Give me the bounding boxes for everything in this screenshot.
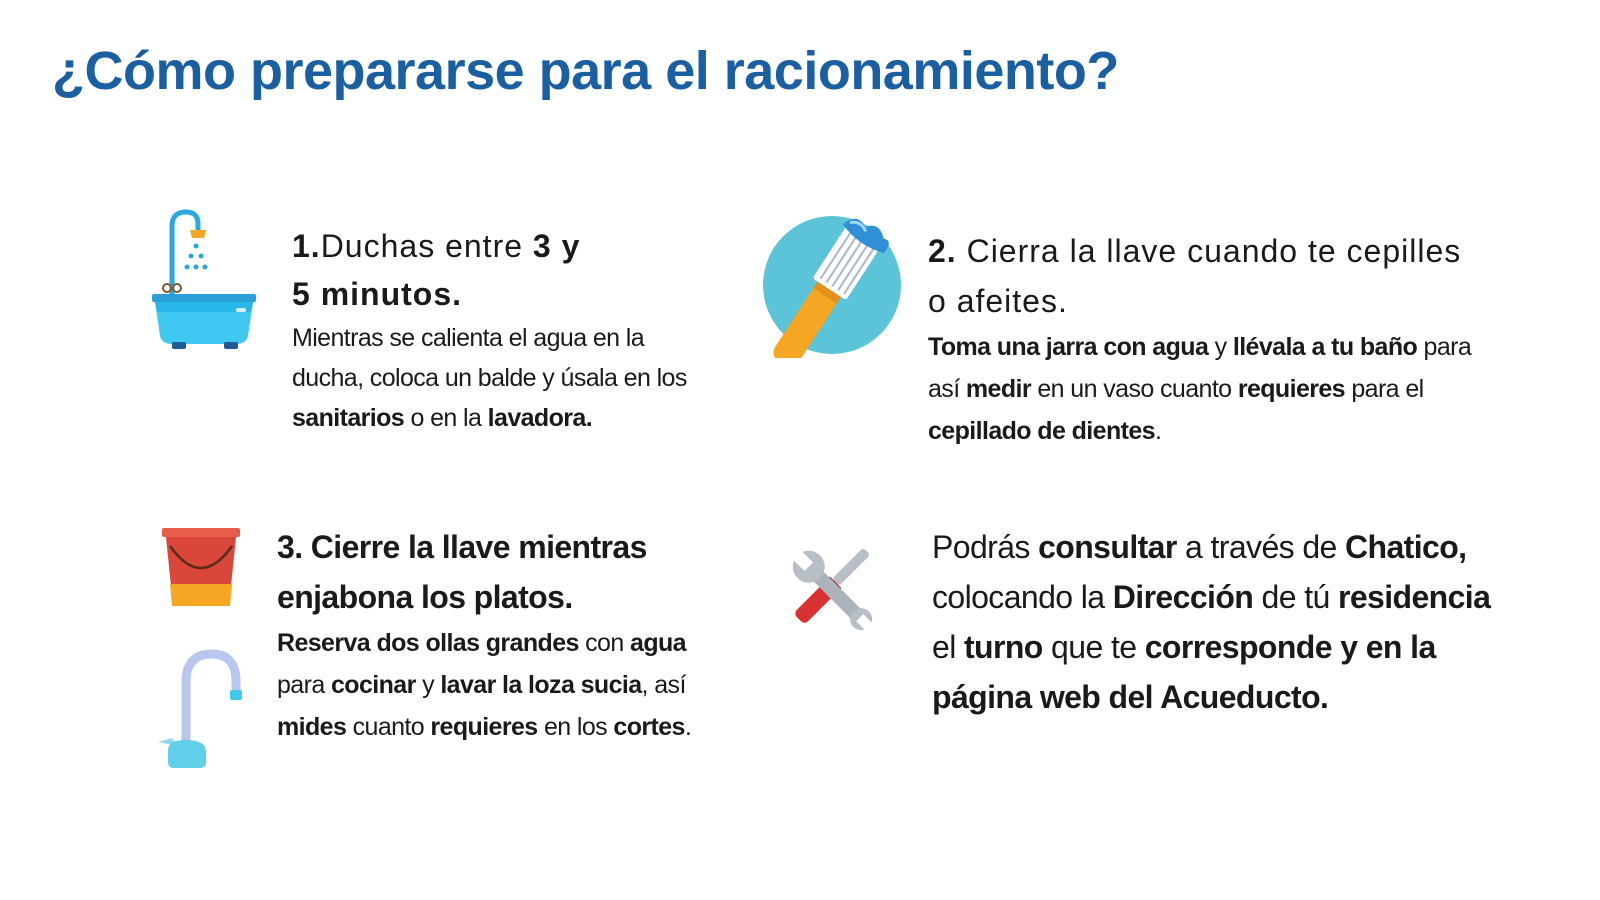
bold-text-run: sanitarios — [292, 404, 405, 432]
text-run: , así — [641, 671, 686, 699]
bold-text-run: 3 y — [532, 228, 581, 264]
bold-text-run: lavar la loza sucia — [440, 671, 642, 699]
text-run: que te — [1042, 629, 1145, 665]
bold-text-run: mides — [277, 713, 347, 741]
text-run: para así — [928, 333, 1472, 403]
text-run: . — [1154, 417, 1162, 445]
tip-dishes — [277, 522, 717, 748]
bold-text-run: Reserva dos ollas grandes — [277, 629, 579, 657]
text-run: y — [415, 671, 441, 699]
bold-text-run: Dirección — [1112, 579, 1254, 615]
tip-body — [928, 326, 1488, 452]
tip-heading — [277, 522, 717, 622]
bold-text-run: 1. — [292, 228, 321, 264]
bucket-icon — [160, 526, 242, 608]
text-run: o en la — [404, 404, 488, 432]
bold-text-run: cepillado de dientes — [928, 417, 1155, 445]
text-run: en un vaso cuanto — [1031, 375, 1238, 403]
text-run: Podrás — [932, 529, 1039, 565]
bold-text-run: cocinar — [330, 671, 416, 699]
bold-text-run: medir — [965, 375, 1031, 403]
text-run: con — [578, 629, 631, 657]
text-run: para — [277, 671, 331, 699]
bold-text-run: turno — [964, 629, 1043, 665]
text-run: . — [684, 713, 692, 741]
bold-text-run: 3. Cierre la llave mientras enjabona los platos. — [277, 529, 647, 615]
text-run: en los — [537, 713, 614, 741]
bold-text-run: lavadora. — [487, 404, 593, 432]
tip-brushing — [928, 226, 1488, 452]
page-title: ¿Cómo prepararse para el racionamiento? — [52, 41, 1119, 101]
bold-text-run: residencia — [1337, 579, 1491, 615]
text-run: Mientras se calienta el agua en la ducha, coloca un balde y úsala en los — [292, 324, 687, 392]
bold-text-run: 5 minutos. — [292, 276, 463, 312]
text-run: Duchas entre — [320, 228, 533, 264]
tip-consult — [932, 522, 1492, 722]
bold-text-run: corresponde y en la página web del Acueducto. — [932, 629, 1436, 715]
text-run: colocando la — [932, 579, 1113, 615]
text-run: y — [1208, 333, 1233, 361]
text-run: cuanto — [346, 713, 431, 741]
bathtub-shower-icon — [150, 208, 258, 353]
text-run: de tú — [1253, 579, 1338, 615]
tip-heading — [928, 226, 1488, 326]
bold-text-run: requieres — [430, 713, 538, 741]
bold-text-run: cortes — [613, 713, 685, 741]
faucet-icon — [150, 646, 246, 770]
bold-text-run: requieres — [1237, 375, 1345, 403]
bold-text-run: consultar — [1038, 529, 1177, 565]
bold-text-run: Chatico, — [1345, 529, 1467, 565]
tip-showers — [292, 222, 712, 438]
tip-body — [277, 622, 717, 748]
tip-body — [932, 522, 1492, 722]
text-run: a través de — [1176, 529, 1346, 565]
bold-text-run: Toma una jarra con agua — [928, 333, 1209, 361]
tip-body — [292, 318, 712, 438]
text-run: Cierra la llave cuando te cepilles o afeites. — [928, 233, 1462, 319]
bold-text-run: 2. — [928, 233, 957, 269]
bold-text-run: llévala a tu baño — [1232, 333, 1418, 361]
toothbrush-icon — [762, 212, 902, 358]
tools-icon — [780, 540, 880, 636]
bold-text-run: agua — [630, 629, 686, 657]
text-run: el — [932, 629, 964, 665]
tip-heading — [292, 222, 712, 318]
text-run: para el — [1345, 375, 1424, 403]
